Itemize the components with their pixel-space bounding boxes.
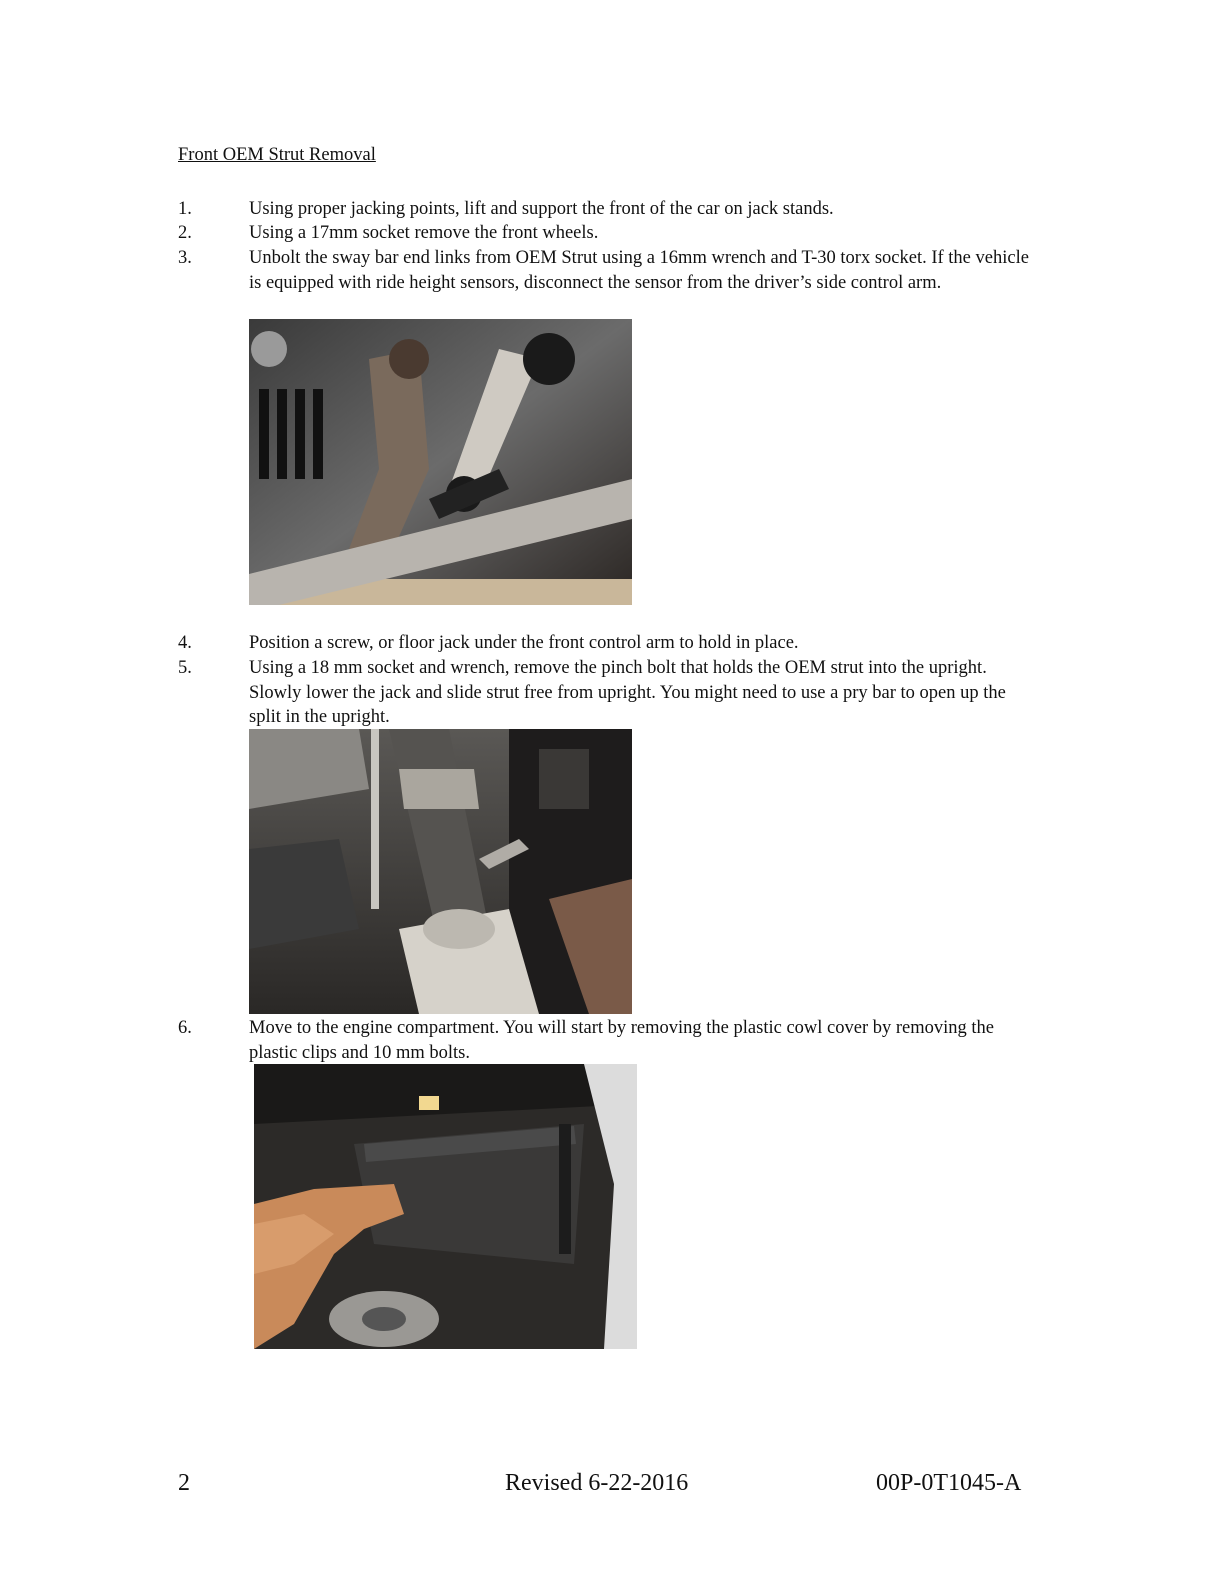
part-number: 00P-0T1045-A bbox=[876, 1470, 1022, 1496]
step-number: 4. bbox=[178, 633, 192, 653]
step-text: Using a 17mm socket remove the front wheels. bbox=[249, 223, 599, 243]
step-number: 2. bbox=[178, 223, 192, 243]
cowl-cover-image bbox=[254, 1064, 637, 1349]
step-number: 6. bbox=[178, 1018, 192, 1038]
sway-bar-end-link-image bbox=[249, 319, 632, 605]
step-number: 1. bbox=[178, 199, 192, 219]
strut-pinch-bolt-image bbox=[249, 729, 632, 1014]
step-text: Using proper jacking points, lift and support the front of the car on jack stands. bbox=[249, 199, 834, 219]
step-text: Move to the engine compartment. You will start by removing the plastic cowl cover by removing the plastic clips and 10 mm bolts. bbox=[249, 1018, 994, 1063]
revision-date: Revised 6-22-2016 bbox=[505, 1470, 689, 1496]
step-text: Position a screw, or floor jack under the front control arm to hold in place. bbox=[249, 633, 799, 653]
sway-bar-end-link-photo bbox=[249, 319, 632, 605]
step-number: 5. bbox=[178, 658, 192, 678]
cowl-cover-photo bbox=[254, 1064, 637, 1349]
step-number: 3. bbox=[178, 248, 192, 268]
step-text: Using a 18 mm socket and wrench, remove the pinch bolt that holds the OEM strut into the upright. Slowly lower the jack and slide strut free from upright. You might need to use a pry bar to open up the split in the upright. bbox=[249, 658, 1006, 727]
section-heading: Front OEM Strut Removal bbox=[178, 145, 376, 165]
strut-pinch-bolt-photo bbox=[249, 729, 632, 1014]
page-number: 2 bbox=[178, 1470, 190, 1496]
step-text: Unbolt the sway bar end links from OEM Strut using a 16mm wrench and T-30 torx socket. If the vehicle is equipped with ride height sensors, disconnect the sensor from the driver’s side control arm. bbox=[249, 248, 1029, 293]
